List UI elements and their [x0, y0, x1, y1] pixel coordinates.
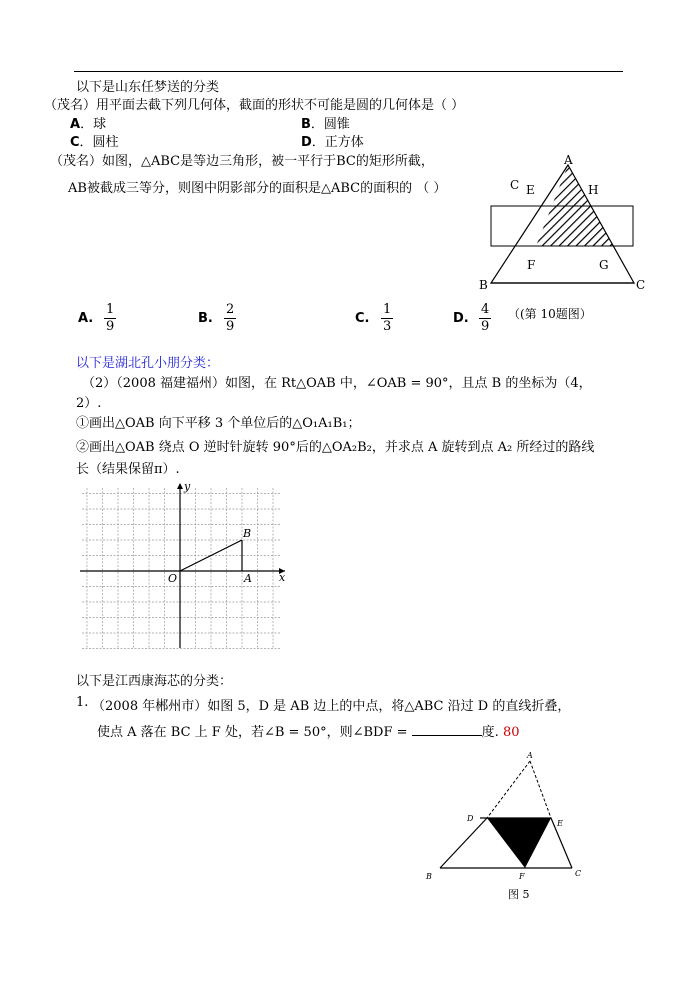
option-text: ．正方体 — [311, 135, 364, 150]
dashed-AD — [487, 761, 530, 818]
q2-option-a-letter — [78, 311, 93, 326]
folded-triangle — [487, 818, 551, 868]
label-x: x — [279, 571, 286, 584]
label-F: F — [519, 872, 525, 881]
label-D: D — [467, 814, 474, 823]
denominator: 9 — [481, 319, 490, 334]
option-letter: B. — [198, 311, 213, 326]
label-E: E — [526, 183, 535, 197]
answer-value: 80 — [502, 725, 520, 740]
label-C: C — [575, 869, 582, 878]
q2-option-c-fraction — [381, 302, 393, 335]
section2-item1: ①画出△OAB 向下平移 3 个单位后的△O₁A₁B₁； — [76, 416, 361, 431]
numerator: 2 — [226, 302, 235, 317]
label-H: H — [588, 183, 599, 197]
option-letter: A. — [78, 311, 94, 326]
label-G: G — [599, 258, 609, 272]
q2-option-b-fraction — [224, 302, 236, 335]
section3-line2 — [97, 721, 519, 740]
label-C-top: C — [510, 178, 520, 192]
section2-question-line2: 2）. — [76, 396, 102, 411]
q2-figure-caption: （(第 10题图） — [508, 307, 592, 321]
numerator: 4 — [481, 302, 490, 317]
option-letter: D — [301, 135, 312, 150]
label-O: O — [168, 572, 178, 585]
label-F: F — [527, 258, 536, 272]
denominator: 9 — [226, 319, 235, 334]
label-A: A — [244, 572, 252, 585]
option-letter: D. — [453, 311, 469, 326]
numerator: 1 — [383, 302, 392, 317]
line2-end: 度. — [481, 725, 499, 740]
q2-option-a-fraction — [104, 302, 116, 335]
label-C: C — [636, 278, 646, 292]
q1-stem: （茂名）用平面去截下列几何体，截面的形状不可能是圆的几何体是（ ） — [44, 98, 465, 113]
dashed-AE — [530, 761, 551, 818]
option-text: ．圆柱 — [79, 135, 119, 150]
section3-question-number: 1. — [76, 695, 89, 710]
grid-lines — [82, 488, 280, 649]
label-y: y — [184, 480, 191, 493]
option-text: ．圆锥 — [310, 117, 350, 132]
label-B: B — [243, 527, 252, 540]
line2-text: 使点 A 落在 BC 上 F 处，若∠B = 50°，则∠BDF = — [97, 725, 408, 740]
coordinate-grid-figure — [80, 480, 290, 652]
q2-option-d-fraction — [479, 302, 491, 335]
segment-BD — [440, 818, 487, 868]
q1-option-d — [301, 131, 364, 150]
label-E: E — [557, 819, 563, 828]
fold-triangle-figure — [420, 748, 595, 908]
label-A: A — [564, 153, 573, 167]
label-B: B — [479, 278, 488, 292]
answer-blank — [412, 723, 482, 736]
denominator: 3 — [383, 319, 392, 334]
label-B: B — [426, 872, 432, 881]
denominator: 9 — [106, 319, 115, 334]
top-rule — [74, 71, 623, 72]
q2-line2: AB被截成三等分，则图中阴影部分的面积是△ABC的面积的 （ ） — [68, 181, 447, 196]
section2-header: 以下是湖北孔小朋分类： — [76, 356, 220, 371]
q2-option-c-letter — [355, 311, 369, 326]
label-A: A — [527, 751, 533, 760]
option-letter: C — [70, 135, 80, 150]
q2-option-d-letter — [453, 311, 469, 326]
numerator: 1 — [106, 302, 115, 317]
q1-option-a — [70, 113, 106, 132]
q1-option-b — [301, 113, 350, 132]
q1-option-c — [70, 131, 119, 150]
q2-option-b-letter — [198, 311, 213, 326]
section2-item2-line1: ②画出△OAB 绕点 O 逆时针旋转 90°后的△OA₂B₂，并求点 A 旋转到点 A₂ 所经过的路线 — [76, 440, 595, 455]
option-text: ．球 — [80, 117, 107, 132]
option-letter: A — [70, 117, 81, 132]
section2-item2-line2: 长（结果保留π）. — [76, 462, 180, 477]
q2-line1: （茂名）如图，△ABC是等边三角形，被一平行于BC的矩形所截， — [50, 154, 434, 169]
section3-line1: （2008 年郴州市）如图 5，D 是 AB 边上的中点，将△ABC 沿过 D 的直线折叠， — [92, 699, 571, 714]
section1-header: 以下是山东任梦送的分类 — [76, 80, 220, 95]
triangle-rectangle-figure — [476, 150, 646, 295]
figure5-caption: 图 5 — [508, 888, 530, 901]
section2-question-line1: （2）（2008 福建福州）如图，在 Rt△OAB 中，∠OAB = 90°，且点 B 的坐标为（4， — [82, 376, 592, 391]
option-letter: B — [301, 117, 311, 132]
section3-header: 以下是江西康海芯的分类： — [76, 674, 233, 689]
option-letter: C. — [355, 311, 370, 326]
